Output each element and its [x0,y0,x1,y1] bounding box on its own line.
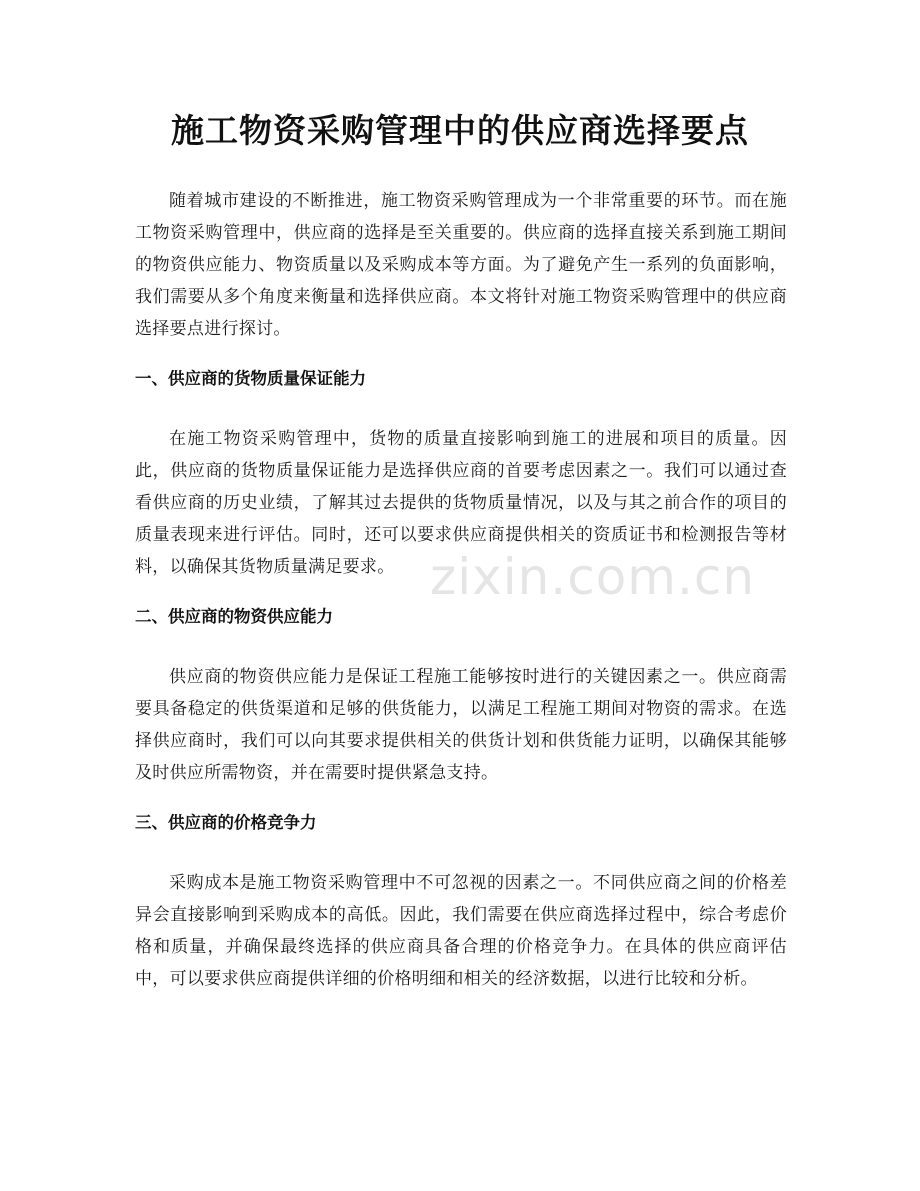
section-paragraph: 供应商的物资供应能力是保证工程施工能够按时进行的关键因素之一。供应商需要具备稳定的供货渠道和足够的供货能力，以满足工程施工期间对物资的需求。在选择供应商时，我们可以向其要求提供相关的供货计划和供货能力证明，以确保其能够及时供应所需物资，并在需要时提供紧急支持。 [135,667,787,783]
section-price [135,811,787,995]
document-title: 施工物资采购管理中的供应商选择要点 [171,111,749,150]
section-quality [135,367,787,583]
document-body [135,185,787,995]
watermark: zixin.com.cn [430,548,756,606]
intro-paragraph: 随着城市建设的不断推进，施工物资采购管理成为一个非常重要的环节。而在施工物资采购管理中，供应商的选择是至关重要的。供应商的选择直接关系到施工期间的物资供应能力、物资质量以及采购成本等方面。为了避免产生一系列的负面影响，我们需要从多个角度来衡量和选择供应商。本文将针对施工物资采购管理中的供应商选择要点进行探讨。 [135,191,787,339]
section-heading: 二、供应商的物资供应能力 [135,607,333,626]
section-heading: 一、供应商的货物质量保证能力 [135,369,366,388]
section-paragraph: 采购成本是施工物资采购管理中不可忽视的因素之一。不同供应商之间的价格差异会直接影响到采购成本的高低。因此，我们需要在供应商选择过程中，综合考虑价格和质量，并确保最终选择的供应商具备合理的价格竞争力。在具体的供应商评估中，可以要求供应商提供详细的价格明细和相关的经济数据，以进行比较和分析。 [135,873,787,989]
section-heading: 三、供应商的价格竞争力 [135,813,317,832]
section-paragraph: 在施工物资采购管理中，货物的质量直接影响到施工的进展和项目的质量。因此，供应商的货物质量保证能力是选择供应商的首要考虑因素之一。我们可以通过查看供应商的历史业绩，了解其过去提供的货物质量情况，以及与其之前合作的项目的质量表现来进行评估。同时，还可以要求供应商提供相关的资质证书和检测报告等材料，以确保其货物质量满足要求。 [135,429,787,577]
section-supply [135,605,787,789]
